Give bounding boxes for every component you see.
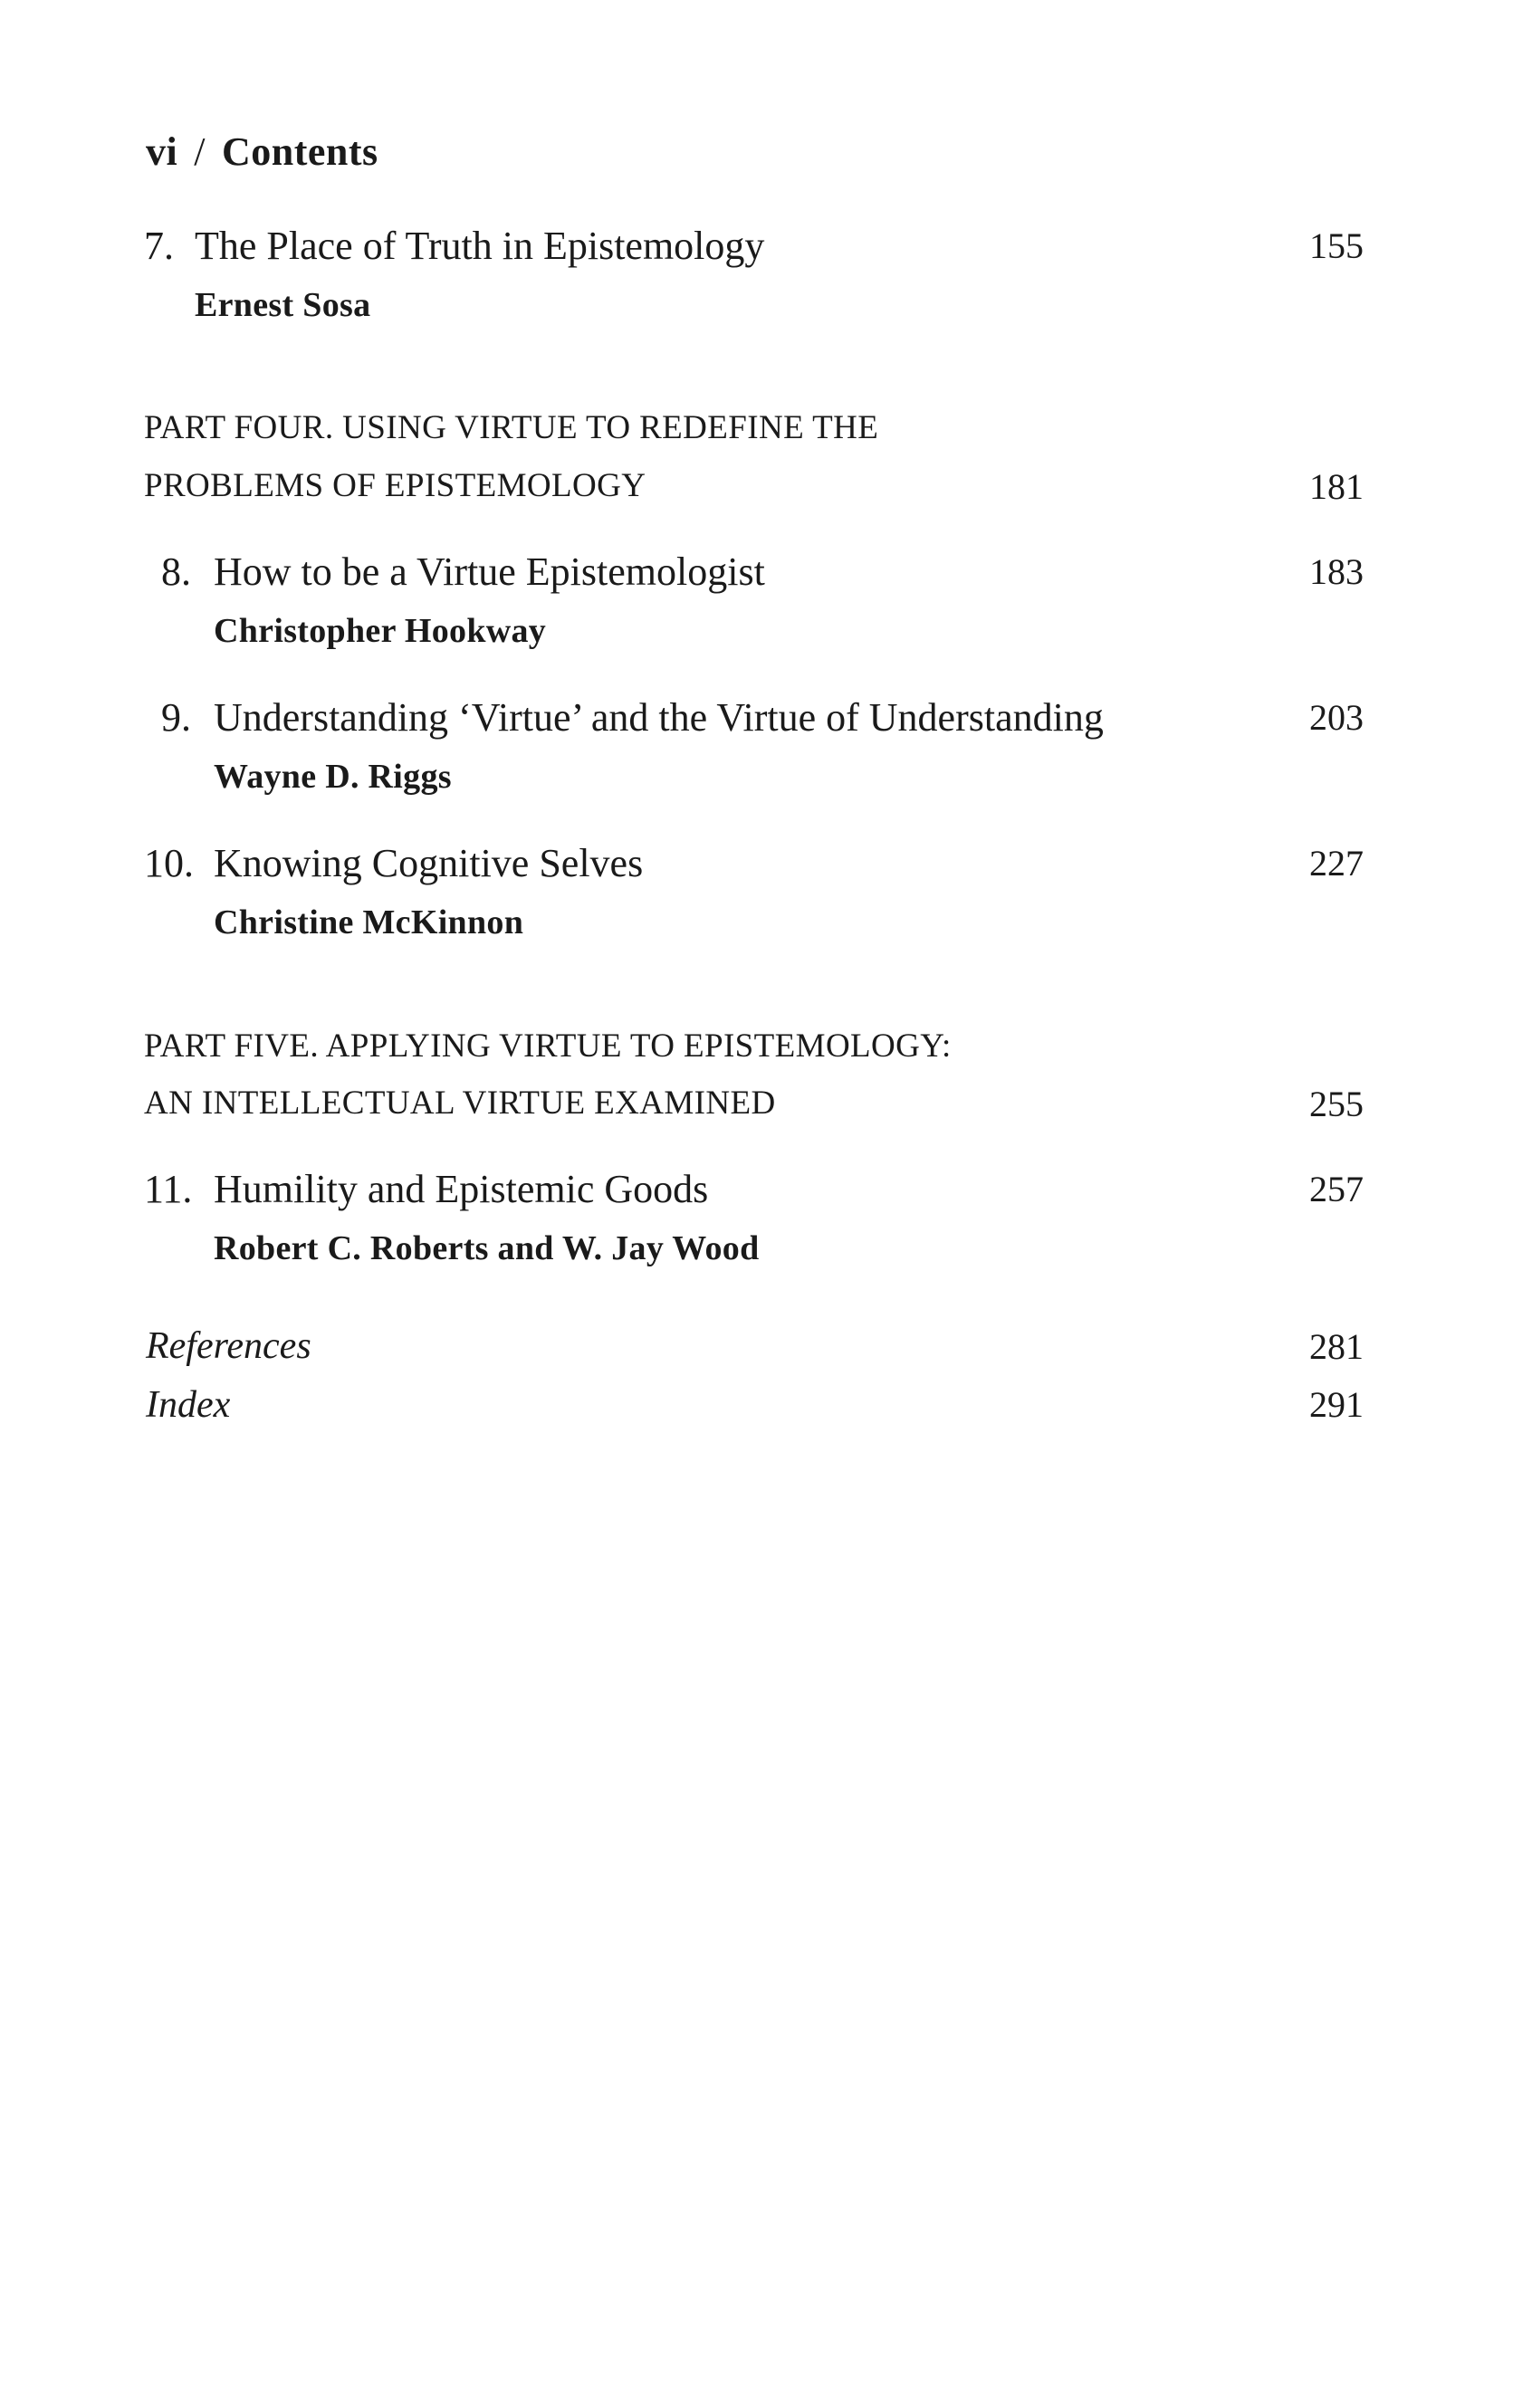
entry-number: 8. [161, 549, 191, 594]
part-page[interactable]: 255 [1309, 1084, 1364, 1124]
entry-author: Christopher Hookway [214, 612, 547, 650]
entry-page[interactable]: 183 [1309, 551, 1364, 592]
entry-author: Robert C. Roberts and W. Jay Wood [214, 1229, 760, 1267]
entry-page[interactable]: 257 [1309, 1169, 1364, 1209]
running-header [146, 129, 378, 174]
backmatter-label[interactable]: Index [146, 1384, 231, 1426]
entry-author: Ernest Sosa [195, 286, 371, 324]
entry-number: 10. [144, 841, 194, 885]
part-line-2: PROBLEMS OF EPISTEMOLOGY [144, 467, 646, 504]
part-line-1: PART FIVE. APPLYING VIRTUE TO EPISTEMOLOGY: [144, 1027, 952, 1065]
entry-title[interactable]: How to be a Virtue Epistemologist [214, 549, 765, 594]
header-separator: / [194, 129, 206, 174]
entry-number: 7. [144, 224, 174, 268]
backmatter-label[interactable]: References [146, 1325, 311, 1367]
entry-page[interactable]: 203 [1309, 697, 1364, 738]
backmatter-page[interactable]: 281 [1309, 1326, 1364, 1367]
entry-page[interactable]: 227 [1309, 843, 1364, 884]
entry-number: 11. [144, 1167, 193, 1211]
entry-title[interactable]: The Place of Truth in Epistemology [195, 224, 765, 268]
backmatter-page[interactable]: 291 [1309, 1384, 1364, 1425]
part-line-2: AN INTELLECTUAL VIRTUE EXAMINED [144, 1085, 776, 1122]
entry-title[interactable]: Knowing Cognitive Selves [214, 841, 644, 885]
part-page[interactable]: 181 [1309, 466, 1364, 507]
entry-author: Wayne D. Riggs [214, 758, 452, 796]
entry-number: 9. [161, 695, 191, 740]
entry-page[interactable]: 155 [1309, 225, 1364, 266]
part-line-1: PART FOUR. USING VIRTUE TO REDEFINE THE [144, 409, 879, 446]
header-title: Contents [221, 129, 378, 174]
entry-author: Christine McKinnon [214, 903, 524, 941]
entry-title[interactable]: Understanding ‘Virtue’ and the Virtue of Understanding [214, 695, 1104, 740]
folio: vi [146, 129, 178, 174]
entry-title[interactable]: Humility and Epistemic Goods [214, 1167, 709, 1211]
